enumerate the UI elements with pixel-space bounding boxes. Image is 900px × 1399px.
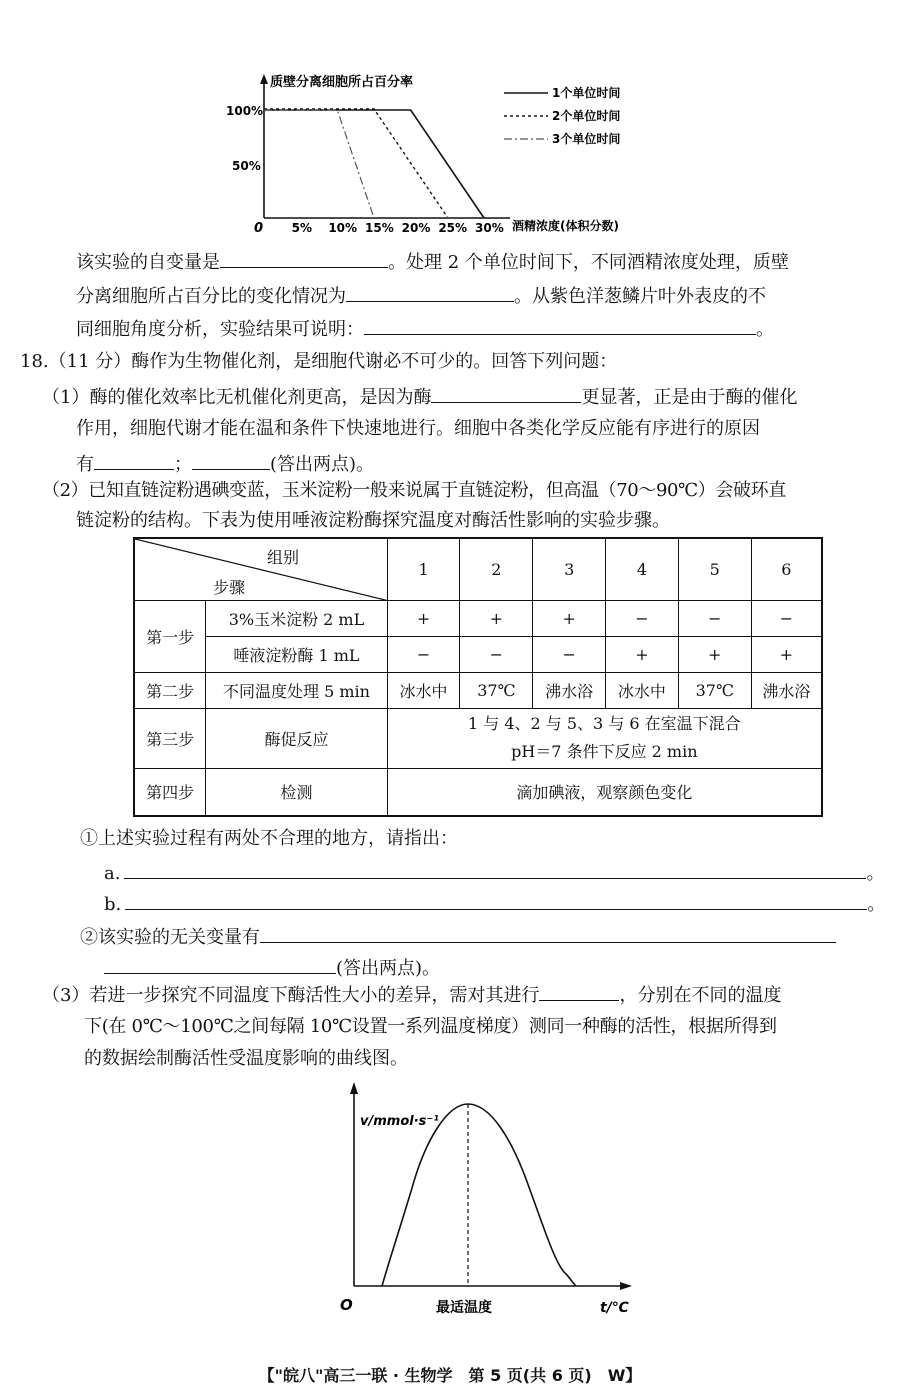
table-cell: + xyxy=(387,600,460,636)
table-cell: 37℃ xyxy=(460,672,533,708)
y-axis-title: 质壁分离细胞所占百分率 xyxy=(270,75,414,90)
table-cell: + xyxy=(678,636,751,672)
corner-group-label: 组别 xyxy=(267,548,300,567)
step-3-text-2: pH＝7 条件下反应 2 min xyxy=(511,742,698,761)
period: 。 xyxy=(866,863,885,884)
table-cell: − xyxy=(387,636,460,672)
group-header: 5 xyxy=(678,538,751,600)
answer-blank-pre-experiment[interactable] xyxy=(539,982,619,1001)
table-cell: + xyxy=(460,600,533,636)
y-tick-100: 100% xyxy=(226,104,264,118)
x-tick-label: 25% xyxy=(438,221,468,235)
group-header: 6 xyxy=(751,538,822,600)
step-3-text-1: 1 与 4、2 与 5、3 与 6 在室温下混合 xyxy=(467,714,741,733)
q18-3-line1 xyxy=(42,982,781,1008)
group-header: 2 xyxy=(460,538,533,600)
sub-q1a xyxy=(104,860,884,886)
q17-text: 。处理 2 个单位时间下，不同酒精浓度处理，质壁 xyxy=(388,252,789,273)
table-cell: + xyxy=(533,600,606,636)
q18-3-text: （3）若进一步探究不同温度下酶活性大小的差异，需对其进行 xyxy=(42,985,540,1006)
answer-blank-independent-variable[interactable] xyxy=(220,249,388,268)
table-cell: + xyxy=(606,636,679,672)
step-2-label: 第二步 xyxy=(134,672,206,708)
q17-text: 该实验的自变量是 xyxy=(76,252,220,273)
x-tick-label: 10% xyxy=(328,221,358,235)
x-axis-arrow xyxy=(620,1282,632,1290)
answer-blank-irrelevant-variables-cont[interactable] xyxy=(104,955,336,974)
y-axis-arrow xyxy=(260,74,268,84)
table-cell: 37℃ xyxy=(678,672,751,708)
sub-q1: ①上述实验过程有两处不合理的地方，请指出： xyxy=(80,828,458,849)
q18-3-line2: 下(在 0℃～100℃之间每隔 10℃设置一系列温度梯度）测同一种酶的活性，根据所得到 xyxy=(84,1016,777,1037)
step-1-corn-starch: 3%玉米淀粉 2 mL xyxy=(206,600,387,636)
q18-1-line3 xyxy=(76,451,374,477)
q17-line1 xyxy=(76,249,789,275)
q17-line3 xyxy=(76,316,774,342)
sub-q2-cont xyxy=(104,955,440,981)
legend-1-unit: 1个单位时间 xyxy=(552,86,621,100)
sub-q1b-label: b. xyxy=(104,894,122,915)
corner-diagonal xyxy=(135,539,389,601)
answer-blank-issue-b[interactable] xyxy=(125,891,867,910)
group-header: 1 xyxy=(387,538,460,600)
enzyme-activity-curve xyxy=(382,1104,576,1286)
y-axis-title: v/mmol·s⁻¹ xyxy=(360,1114,439,1129)
q18-2-line1: （2）已知直链淀粉遇碘变蓝，玉米淀粉一般来说属于直链淀粉，但高温（70～90℃）会破环直 xyxy=(42,480,786,501)
step-4-label: 第四步 xyxy=(134,768,206,816)
table-cell: − xyxy=(606,600,679,636)
x-axis-title: 酒精浓度(体积分数) xyxy=(512,219,619,233)
legend-2-unit: 2个单位时间 xyxy=(552,109,621,123)
y-axis-arrow xyxy=(350,1082,358,1094)
answer-blank-order-reason-1[interactable] xyxy=(94,451,174,470)
alcohol-concentration-chart xyxy=(220,70,680,240)
sub-q1a-label: a. xyxy=(104,863,121,884)
table-cell: 冰水中 xyxy=(387,672,460,708)
table-cell: − xyxy=(460,636,533,672)
q17-text: 。 xyxy=(756,319,774,340)
enzyme-activity-temperature-chart xyxy=(330,1078,650,1328)
step-3-label: 第三步 xyxy=(134,708,206,768)
step-4-content: 滴加碘液，观察颜色变化 xyxy=(387,768,822,816)
answer-blank-conclusion[interactable] xyxy=(364,316,756,335)
group-header: 3 xyxy=(533,538,606,600)
q17-text: 。从紫色洋葱鳞片叶外表皮的不 xyxy=(514,286,766,307)
origin-label: O xyxy=(340,1296,353,1314)
sub-q2-text: (答出两点)。 xyxy=(336,958,441,979)
table-cell: 冰水中 xyxy=(606,672,679,708)
group-header: 4 xyxy=(606,538,679,600)
x-tick-label: 15% xyxy=(365,221,394,235)
answer-blank-issue-a[interactable] xyxy=(124,860,866,879)
corner-step-label: 步骤 xyxy=(213,578,246,597)
step-4-detect: 检测 xyxy=(206,768,387,816)
x-tick-label: 20% xyxy=(401,221,431,235)
q18-3-line3: 的数据绘制酶活性受温度影响的曲线图。 xyxy=(84,1048,408,1069)
step-1-label: 第一步 xyxy=(134,600,206,672)
table-cell: − xyxy=(751,600,822,636)
q18-2-line2: 链淀粉的结构。下表为使用唾液淀粉酶探究温度对酶活性影响的实验步骤。 xyxy=(76,510,670,531)
answer-blank-trend[interactable] xyxy=(346,283,514,302)
answer-blank-enzyme-efficiency[interactable] xyxy=(431,384,581,403)
q18-header: 18.（11 分）酶作为生物催化剂，是细胞代谢必不可少的。回答下列问题： xyxy=(20,351,618,372)
table-corner-cell xyxy=(134,538,387,600)
y-tick-50: 50% xyxy=(232,159,261,173)
q18-1-text: （1）酶的催化效率比无机催化剂更高，是因为酶 xyxy=(42,387,432,408)
table-cell: + xyxy=(751,636,822,672)
optimum-temperature-label: 最适温度 xyxy=(436,1300,492,1316)
table-cell: 沸水浴 xyxy=(533,672,606,708)
table-cell: − xyxy=(533,636,606,672)
experiment-steps-table xyxy=(133,537,823,817)
q18-1-text: 有 xyxy=(76,454,94,475)
page-footer: 【"皖八"高三一联 · 生物学 第 5 页(共 6 页) W】 xyxy=(258,1366,642,1385)
q17-text: 分离细胞所占百分比的变化情况为 xyxy=(76,286,346,307)
sub-q2 xyxy=(80,924,836,950)
q18-1-line2: 作用，细胞代谢才能在温和条件下快速地进行。细胞中各类化学反应能有序进行的原因 xyxy=(76,418,760,439)
q18-1-text: 更显著，正是由于酶的催化 xyxy=(581,387,798,408)
period: 。 xyxy=(867,894,886,915)
sub-q2-text: ②该实验的无关变量有 xyxy=(80,927,260,948)
answer-blank-order-reason-2[interactable] xyxy=(192,451,270,470)
q17-text: 同细胞角度分析，实验结果可说明： xyxy=(76,319,364,340)
q18-1-line1 xyxy=(42,384,797,410)
x-axis-title: t/℃ xyxy=(600,1300,629,1316)
x-tick-label: 30% xyxy=(475,221,504,235)
step-3-reaction: 酶促反应 xyxy=(206,708,387,768)
series-line-3 xyxy=(264,110,374,218)
step-3-content xyxy=(387,708,822,768)
answer-blank-irrelevant-variables[interactable] xyxy=(260,924,836,943)
q18-1-text: ； xyxy=(174,454,192,475)
step-2-treatment: 不同温度处理 5 min xyxy=(206,672,387,708)
table-cell: − xyxy=(678,600,751,636)
q17-line2 xyxy=(76,283,766,309)
x-tick-label: 5% xyxy=(291,221,313,235)
step-1-amylase: 唾液淀粉酶 1 mL xyxy=(206,636,387,672)
q18-3-text: ，分别在不同的温度 xyxy=(619,985,782,1006)
legend-3-unit: 3个单位时间 xyxy=(552,132,621,146)
origin-label: 0 xyxy=(254,221,264,236)
sub-q1b xyxy=(104,891,885,917)
q18-1-text: (答出两点)。 xyxy=(270,454,375,475)
table-cell: 沸水浴 xyxy=(751,672,822,708)
series-line-1 xyxy=(264,110,484,218)
